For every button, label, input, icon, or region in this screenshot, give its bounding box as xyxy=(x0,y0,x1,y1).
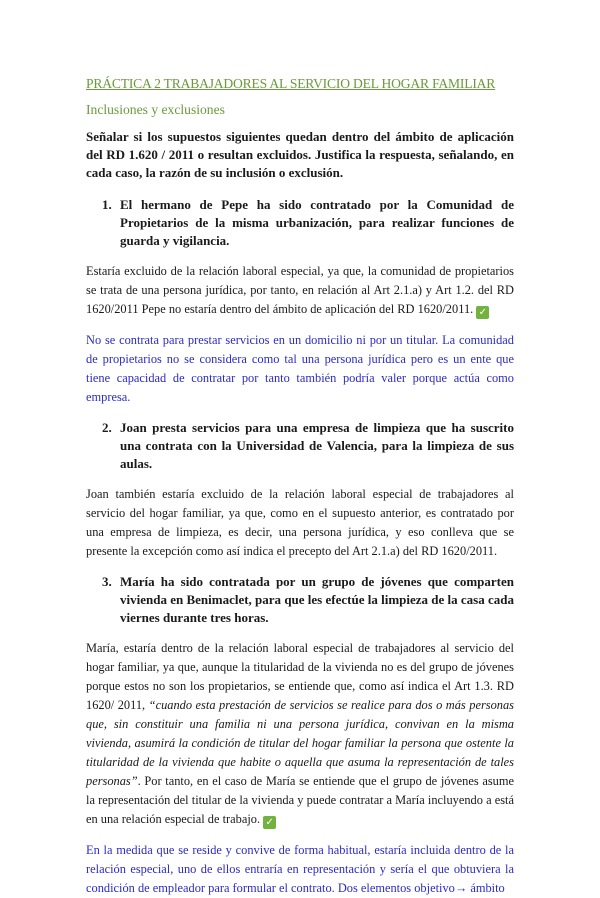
answer-3-quote: “cuando esta prestación de servicios se realice para dos o más personas que, sin constituir una familia ni una persona jurídica, convivan en la misma vivienda, asumirá la condición de titular del hogar familiar la persona que ostente la titularidad de la vivienda que habite o aquella que asuma la representación de tales personas” xyxy=(86,698,514,788)
section-subtitle: Inclusiones y exclusiones xyxy=(86,102,225,117)
check-mark-icon: ✓ xyxy=(263,816,276,829)
question-3 xyxy=(86,573,514,627)
answer-1-note: No se contrata para prestar servicios en un domicilio ni por un titular. La comunidad de propietarios no se considera como tal una persona jurídica pero es un ente que tiene capacidad de contratar por tanto también podría valer porque actúa como empresa. xyxy=(86,333,514,404)
answer-3 xyxy=(86,639,514,829)
question-3-text: María ha sido contratada por un grupo de jóvenes que comparten vivienda en Benimaclet, para que les efectúe la limpieza de la casa cada viernes durante tres horas. xyxy=(120,574,514,625)
question-2-number: 2. xyxy=(102,420,112,435)
question-2-text: Joan presta servicios para una empresa de limpieza que ha suscrito una contrata con la Universidad de Valencia, para la limpieza de sus aulas. xyxy=(120,420,514,471)
answer-1 xyxy=(86,262,514,319)
question-1 xyxy=(86,196,514,250)
answer-3-start: María, estaría dentro de la relación laboral especial de trabajadores al servicio del hogar familiar, ya que, aunque la titularidad de la vivienda no es del grupo de jóvenes porque estos no son los propietarios, se entiende que, como así indica el Art 1.3. RD 1620/ 2011, xyxy=(86,641,514,712)
answer-3-note: En la medida que se reside y convive de forma habitual, estaría incluida dentro de la relación especial, uno de ellos entraría en representación y sería el que obtuviera la condición de empleador para formular el contrato. Dos elementos objetivo→ ámbito xyxy=(86,843,514,895)
instructions-paragraph: Señalar si los supuestos siguientes quedan dentro del ámbito de aplicación del RD 1.620 / 2011 o resultan excluidos. Justifica la respuesta, señalando, en cada caso, la razón de su inclusión o exclusión. xyxy=(86,129,514,180)
page-title: PRÁCTICA 2 TRABAJADORES AL SERVICIO DEL HOGAR FAMILIAR xyxy=(86,76,496,91)
answer-3-end: . Por tanto, en el caso de María se entiende que el grupo de jóvenes asume la representación del titular de la vivienda y puede contratar a María incluyendo a está en una relación especial de trabajo. xyxy=(86,774,514,826)
answer-1-text: Estaría excluido de la relación laboral especial, ya que, la comunidad de propietarios se trata de una persona jurídica, por tanto, en relación al Art 2.1.a) y Art 1.2. del RD 1620/2011 Pepe no estaría dentro del ámbito de aplicación del RD 1620/2011. xyxy=(86,264,514,316)
question-3-number: 3. xyxy=(102,574,112,589)
question-1-number: 1. xyxy=(102,197,112,212)
check-mark-icon: ✓ xyxy=(476,306,489,319)
answer-2: Joan también estaría excluido de la relación laboral especial de trabajadores al servicio del hogar familiar, ya que, como en el supuesto anterior, es contratado por una empresa de limpieza, es decir, una persona jurídica, y eso conlleva que se presente la excepción como así indica el precepto del Art 2.1.a) del RD 1620/2011. xyxy=(86,487,514,558)
question-2 xyxy=(86,419,514,473)
question-1-text: El hermano de Pepe ha sido contratado por la Comunidad de Propietarios de la misma urbanización, para realizar funciones de guarda y vigilancia. xyxy=(120,197,514,248)
